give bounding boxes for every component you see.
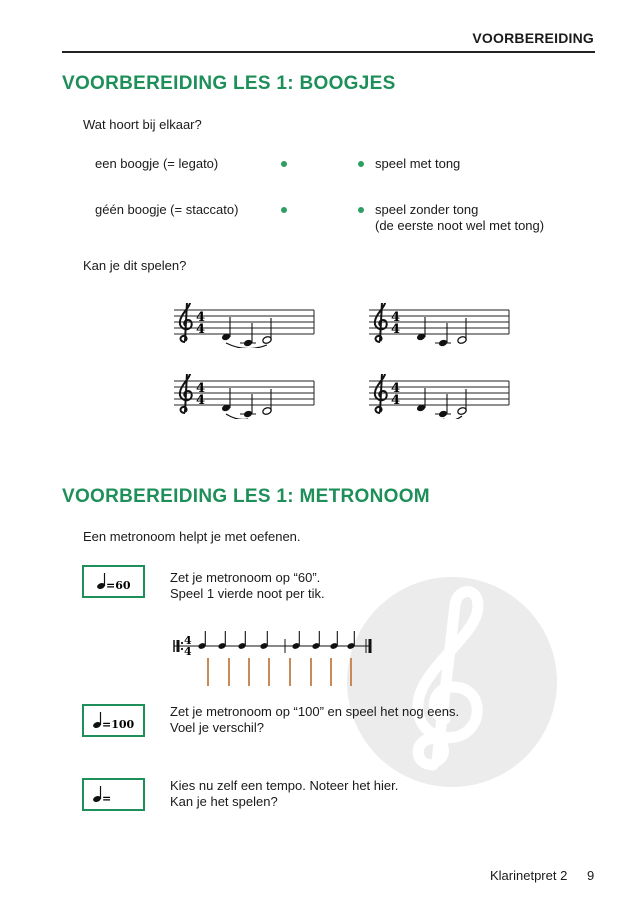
- match-right-tongue: speel met tong: [375, 156, 461, 171]
- watermark-treble-clef-icon: [345, 575, 560, 790]
- section-title-boogjes: VOORBEREIDING LES 1: BOOGJES: [62, 73, 396, 94]
- tempo2-line2: Voel je verschil?: [170, 720, 264, 735]
- tempo-box-100: [82, 704, 145, 737]
- rhythm-time-top: 4: [184, 634, 192, 647]
- rhythm-exercise: [170, 630, 375, 688]
- tempo2-line1: Zet je metronoom op “100” en speel het nog eens.: [170, 704, 460, 719]
- match-dot-right-2[interactable]: [358, 207, 364, 213]
- match-left-legato: een boogje (= legato): [95, 156, 219, 171]
- running-header: VOORBEREIDING: [472, 30, 594, 46]
- staff-example-2: [367, 303, 515, 348]
- match-left-staccato: géén boogje (= staccato): [95, 202, 239, 217]
- time-sig-top: 4: [391, 310, 401, 325]
- tempo-box-60: [82, 565, 145, 598]
- staff-example-3: [172, 374, 320, 419]
- tempo1-line2: Speel 1 vierde noot per tik.: [170, 586, 325, 601]
- tempo-value-60: =60: [106, 579, 131, 592]
- match-dot-right-1[interactable]: [358, 161, 364, 167]
- intro-text: Een metronoom helpt je met oefenen.: [83, 529, 301, 544]
- time-sig-bottom: 4: [391, 393, 401, 408]
- match-dot-left-2[interactable]: [281, 207, 287, 213]
- match-dot-left-1[interactable]: [281, 161, 287, 167]
- time-sig-bottom: 4: [391, 322, 401, 337]
- section-title-metronoom: VOORBEREIDING LES 1: METRONOOM: [62, 486, 430, 507]
- staff-example-1: [172, 303, 320, 348]
- match-right-note: (de eerste noot wel met tong): [375, 218, 545, 233]
- time-sig-bottom: 4: [196, 393, 206, 408]
- footer-page-number: 9: [587, 868, 595, 883]
- match-right-no-tongue: speel zonder tong: [375, 202, 479, 217]
- time-sig-top: 4: [196, 310, 206, 325]
- question-text: Wat hoort bij elkaar?: [83, 117, 202, 132]
- footer-book-title: Klarinetpret 2: [490, 868, 568, 883]
- time-sig-top: 4: [391, 381, 401, 396]
- header-rule: [62, 51, 595, 53]
- tempo-value-100: =100: [102, 718, 135, 731]
- rhythm-time-bottom: 4: [184, 645, 192, 658]
- prompt-text: Kan je dit spelen?: [83, 258, 187, 273]
- tempo1-line1: Zet je metronoom op “60”.: [170, 570, 321, 585]
- tempo-box-own[interactable]: [82, 778, 145, 811]
- tempo-value-own: =: [102, 792, 112, 805]
- tempo3-line2: Kan je het spelen?: [170, 794, 278, 809]
- time-sig-bottom: 4: [196, 322, 206, 337]
- staff-example-4: [367, 374, 515, 419]
- time-sig-top: 4: [196, 381, 206, 396]
- tempo3-line1: Kies nu zelf een tempo. Noteer het hier.: [170, 778, 399, 793]
